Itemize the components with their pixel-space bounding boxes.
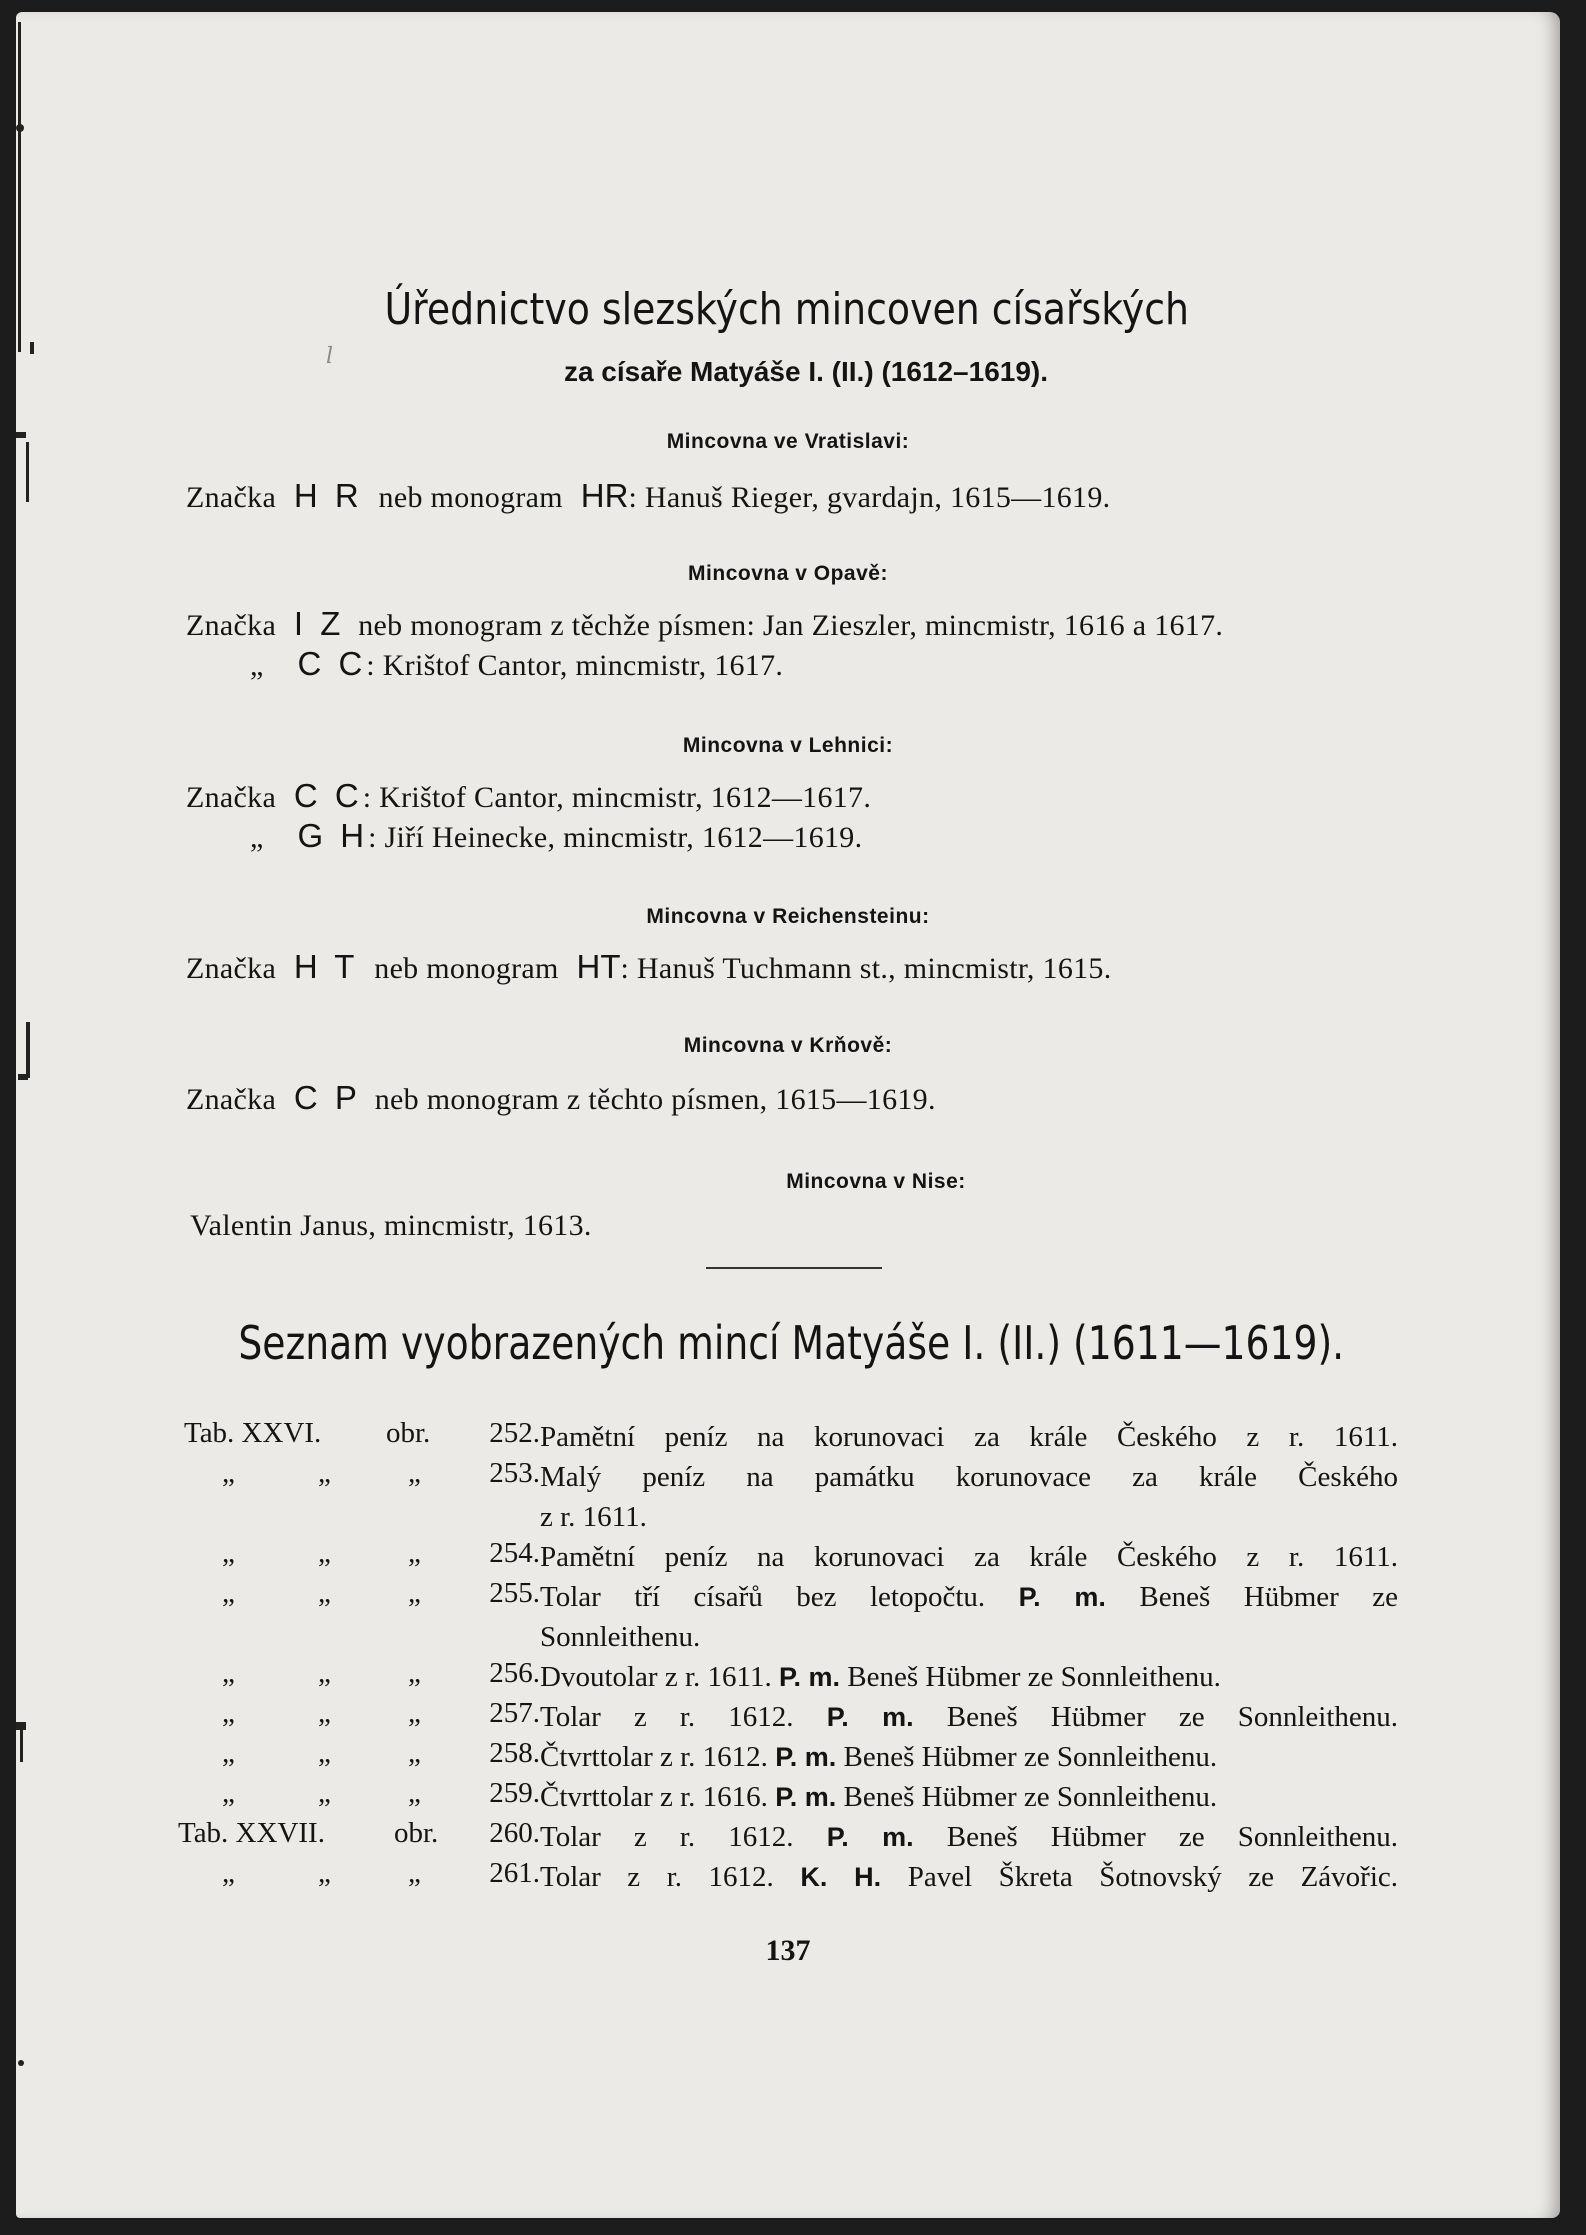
item-description: [540, 1697, 1398, 1737]
mint-mark: H T: [293, 948, 359, 985]
mintmaster-mark: K. H.: [800, 1862, 882, 1892]
description-part: Čtvrttolar z r. 1612.: [540, 1741, 768, 1773]
item-description: [540, 1657, 1398, 1697]
section-heading-opava: Mincovna v Opavě:: [688, 562, 888, 585]
description-part: Beneš Hübmer ze: [1139, 1581, 1398, 1613]
mint-line: [250, 645, 783, 683]
item-number: 259.: [489, 1777, 540, 1809]
monogram-mark: HT: [576, 948, 621, 985]
mintmaster-mark: P. m.: [826, 1702, 914, 1732]
section-separator: [706, 1267, 882, 1269]
ditto-mark: „: [408, 1577, 421, 1609]
description-part: Tolar z r. 1612.: [540, 1701, 794, 1733]
book-page: [16, 12, 1560, 2218]
item-description: [540, 1777, 1398, 1817]
description-part: Beneš Hübmer ze Sonnleithenu.: [847, 1661, 1221, 1693]
mintmaster-mark: P. m.: [1018, 1582, 1106, 1612]
mintmaster-mark: P. m.: [775, 1742, 837, 1772]
item-number: 260.: [489, 1817, 540, 1849]
description-part: Čtvrttolar z r. 1616.: [540, 1781, 768, 1813]
binding-edge-mark: [16, 124, 24, 132]
ditto-mark: „: [250, 649, 264, 682]
line-rest: : Krištof Cantor, mincmistr, 1617.: [366, 649, 784, 682]
ditto-mark: „: [250, 821, 264, 854]
ditto-mark: „: [408, 1697, 421, 1729]
item-number: 252.: [489, 1417, 540, 1449]
line-prefix: Značka: [186, 1083, 277, 1116]
binding-edge-mark: [18, 1074, 28, 1080]
section-heading-lehnice: Mincovna v Lehnici:: [682, 734, 894, 757]
item-number: 261.: [489, 1857, 540, 1889]
line-prefix: Značka: [186, 781, 277, 814]
ditto-mark: „: [318, 1457, 331, 1489]
section-heading-krnov: Mincovna v Krňově:: [683, 1034, 893, 1057]
mint-mark: I Z: [293, 605, 345, 642]
item-number: 255.: [489, 1577, 540, 1609]
item-description: Pamětní peníz na korunovaci za krále Českého z r. 1611.: [540, 1421, 1398, 1453]
item-number: 258.: [489, 1737, 540, 1769]
section-heading-reichenstein: Mincovna v Reichensteinu:: [646, 905, 930, 928]
ditto-mark: „: [222, 1457, 235, 1489]
list-title: Seznam vyobrazených mincí Matyáše I. (II.) (1611—1619).: [238, 1316, 1345, 1370]
ditto-mark: „: [318, 1737, 331, 1769]
ditto-mark: „: [408, 1737, 421, 1769]
item-description: [540, 1577, 1398, 1617]
ditto-mark: „: [222, 1657, 235, 1689]
mint-line: [250, 817, 862, 855]
line-rest: : Jiří Heinecke, mincmistr, 1612—1619.: [368, 821, 863, 854]
figure-label: obr.: [394, 1817, 439, 1849]
item-description: Malý peníz na památku korunovace za krále Českého: [540, 1461, 1398, 1493]
page-number: 137: [765, 1934, 811, 1967]
ditto-mark: „: [222, 1857, 235, 1889]
item-description: Pamětní peníz na korunovaci za krále Českého z r. 1611.: [540, 1541, 1398, 1573]
item-number: 256.: [489, 1657, 540, 1689]
binding-edge-mark: [18, 2060, 24, 2066]
binding-edge-mark: [16, 1722, 26, 1730]
section-heading-nisa: Mincovna v Nise:: [786, 1170, 966, 1193]
ditto-mark: „: [222, 1577, 235, 1609]
item-description: [540, 1737, 1398, 1777]
mint-line: [190, 1209, 592, 1243]
item-number: 257.: [489, 1697, 540, 1729]
description-part: Tolar z r. 1612.: [540, 1861, 774, 1893]
ditto-mark: „: [222, 1777, 235, 1809]
description-part: Tolar tří císařů bez letopočtu.: [540, 1581, 986, 1613]
description-part: Dvoutolar z r. 1611.: [540, 1661, 772, 1693]
line-text: neb monogram: [378, 481, 563, 514]
line-rest: : Krištof Cantor, mincmistr, 1612—1617.: [362, 781, 872, 814]
line-rest: neb monogram z těchto písmen, 1615—1619.: [374, 1083, 936, 1116]
description-part: Pavel Škreta Šotnovský ze Závořic.: [907, 1861, 1398, 1893]
mintmaster-mark: P. m.: [826, 1822, 914, 1852]
section-heading-vratislav: Mincovna ve Vratislavi:: [666, 430, 910, 453]
item-description-continued: Sonnleithenu.: [540, 1621, 701, 1653]
line-rest: Valentin Janus, mincmistr, 1613.: [190, 1209, 592, 1242]
mint-mark: C C: [293, 777, 363, 814]
line-rest: neb monogram z těchže písmen: Jan Zieszler, mincmistr, 1616 a 1617.: [358, 609, 1224, 642]
line-text: neb monogram: [374, 952, 559, 985]
plate-label: Tab. XXVII.: [178, 1817, 325, 1849]
ditto-mark: „: [408, 1777, 421, 1809]
ditto-mark: „: [408, 1537, 421, 1569]
ditto-mark: „: [318, 1657, 331, 1689]
pencil-annotation: l: [326, 344, 334, 369]
ditto-mark: „: [318, 1857, 331, 1889]
mint-line: [186, 1079, 936, 1117]
binding-edge-mark: [30, 342, 34, 354]
ditto-mark: „: [408, 1857, 421, 1889]
mint-line: [186, 605, 1223, 643]
ditto-mark: „: [222, 1537, 235, 1569]
item-description: [540, 1817, 1398, 1857]
plate-label: Tab. XXVI.: [184, 1417, 322, 1449]
line-prefix: Značka: [186, 952, 277, 985]
ditto-mark: „: [318, 1537, 331, 1569]
mint-mark: G H: [297, 817, 369, 854]
description-part: Beneš Hübmer ze Sonnleithenu.: [946, 1821, 1399, 1853]
mint-line: [186, 777, 871, 815]
main-title: Úřednictvo slezských mincoven císařských: [384, 284, 1190, 335]
mint-mark: H R: [293, 477, 363, 514]
binding-edge-mark: [18, 22, 21, 352]
ditto-mark: „: [408, 1657, 421, 1689]
ditto-mark: „: [318, 1577, 331, 1609]
mint-mark: C C: [297, 645, 367, 682]
mintmaster-mark: P. m.: [775, 1782, 837, 1812]
line-rest: : Hanuš Rieger, gvardajn, 1615—1619.: [628, 481, 1111, 514]
ditto-mark: „: [408, 1457, 421, 1489]
item-description-continued: z r. 1611.: [540, 1501, 647, 1533]
mint-mark: C P: [293, 1079, 361, 1116]
ditto-mark: „: [318, 1777, 331, 1809]
ditto-mark: „: [222, 1697, 235, 1729]
item-description: [540, 1857, 1398, 1897]
line-rest: : Hanuš Tuchmann st., mincmistr, 1615.: [620, 952, 1112, 985]
item-number: 254.: [489, 1537, 540, 1569]
description-part: Beneš Hübmer ze Sonnleithenu.: [843, 1741, 1218, 1773]
mint-line: [186, 948, 1112, 986]
ditto-mark: „: [222, 1737, 235, 1769]
monogram-mark: HR: [580, 477, 629, 514]
main-subtitle: za císaře Matyáše I. (II.) (1612–1619).: [563, 356, 1049, 387]
ditto-mark: „: [318, 1697, 331, 1729]
description-part: Tolar z r. 1612.: [540, 1821, 794, 1853]
mintmaster-mark: P. m.: [778, 1662, 840, 1692]
description-part: Beneš Hübmer ze Sonnleithenu.: [843, 1781, 1218, 1813]
binding-edge-mark: [20, 1730, 23, 1762]
description-part: Beneš Hübmer ze Sonnleithenu.: [946, 1701, 1399, 1733]
mint-line: [186, 477, 1110, 515]
figure-label: obr.: [386, 1417, 431, 1449]
line-prefix: Značka: [186, 481, 277, 514]
line-prefix: Značka: [186, 609, 277, 642]
item-number: 253.: [489, 1457, 540, 1489]
